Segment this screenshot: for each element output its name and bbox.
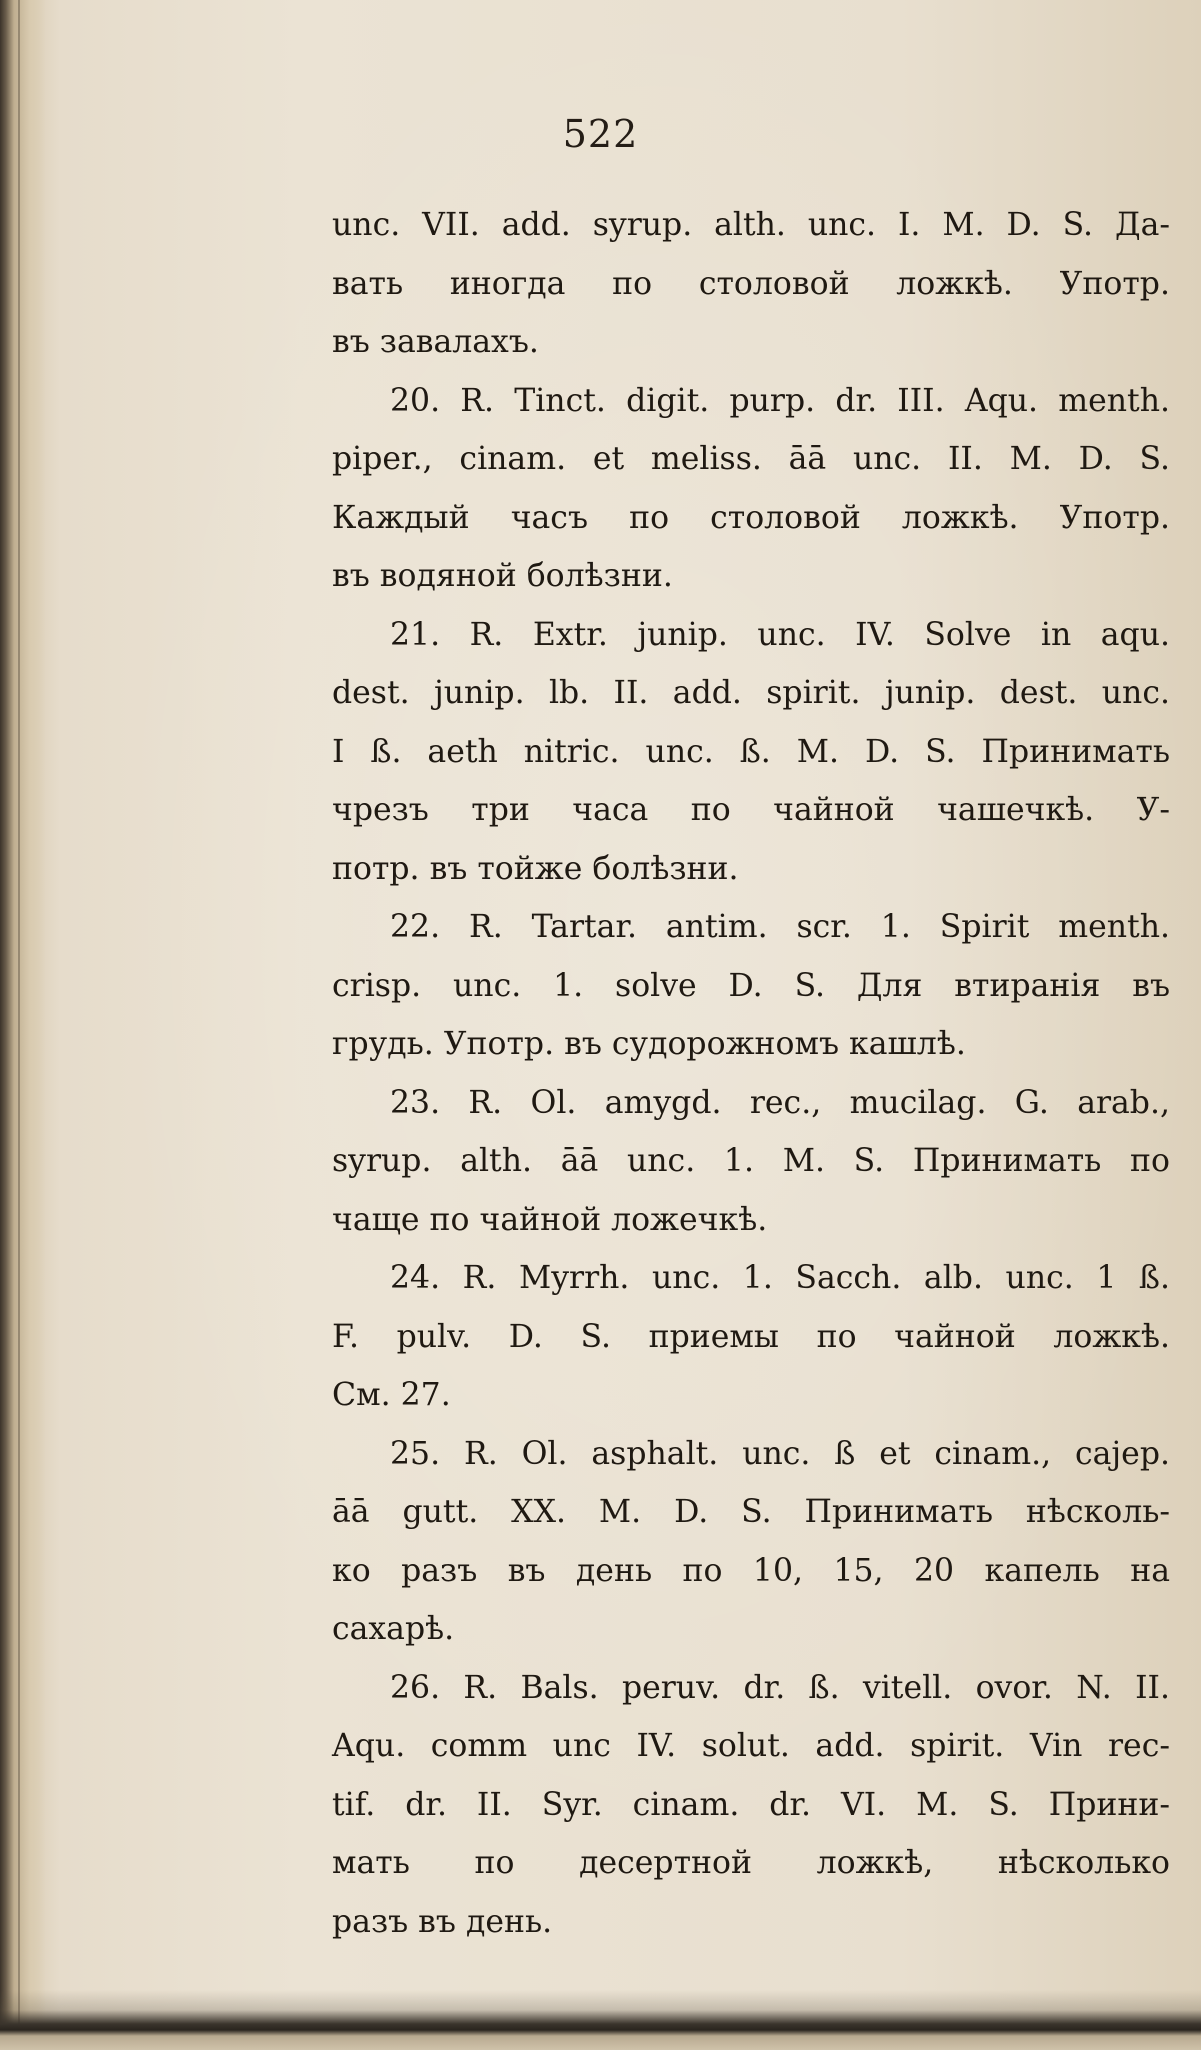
text-line: ко разъ въ день по 10, 15, 20 капель на [332,1552,1170,1589]
text-line: piper., cinam. et meliss. āā unc. II. M. D. S. [332,441,1170,477]
text-line: въ завалахъ. [332,324,539,360]
text-line: потр. въ тойже болѣзни. [332,850,739,887]
text-line: 20. R. Tinct. digit. purp. dr. III. Aqu. menth. [390,382,1170,419]
text-line: unc. VII. add. syrup. alth. unc. I. M. D. S. Да- [332,207,1170,243]
text-line: сахарѣ. [332,1611,455,1647]
text-line: Aqu. comm unc IV. solut. add. spirit. Vin rec- [332,1728,1170,1764]
text-line: dest. junip. lb. II. add. spirit. junip. dest. unc. [332,675,1170,711]
book-spine-shadow [0,0,46,2050]
text-line: 25. R. Ol. asphalt. unc. ß et cinam., cajep. [390,1435,1170,1472]
page-number: 522 [562,112,639,156]
text-line: āā gutt. XX. M. D. S. Принимать нѣсколь- [332,1494,1170,1530]
text-line: чаще по чайной ложечкѣ. [332,1201,768,1238]
text-line: I ß. aeth nitric. unc. ß. M. D. S. Принимать [332,733,1170,770]
text-line: разъ въ день. [332,1903,553,1940]
text-line: 26. R. Bals. peruv. dr. ß. vitell. ovor. N. II. [390,1669,1170,1706]
text-line: 22. R. Tartar. antim. scr. 1. Spirit menth. [390,909,1170,945]
text-line: Каждый часъ по столовой ложкѣ. Употр. [332,499,1170,536]
text-line: 24. R. Myrrh. unc. 1. Sacch. alb. unc. 1 ß. [390,1260,1170,1296]
text-line: syrup. alth. āā unc. 1. M. S. Принимать по [332,1143,1170,1179]
text-line: мать по десертной ложкѣ, нѣсколько [332,1845,1170,1881]
recipe-text-block [332,196,1170,1951]
text-line: См. 27. [332,1377,451,1413]
page-bottom-edge [0,1990,1201,2050]
text-line: crisp. unc. 1. solve D. S. Для втиранія въ [332,967,1170,1004]
text-line: tif. dr. II. Syr. cinam. dr. VI. M. S. Прини- [332,1786,1170,1823]
text-line: F. pulv. D. S. приемы по чайной ложкѣ. [332,1318,1170,1355]
text-line: грудь. Употр. въ судорожномъ кашлѣ. [332,1026,966,1062]
text-line: 23. R. Ol. amygd. rec., mucilag. G. arab., [390,1084,1170,1121]
text-line: вать иногда по столовой ложкѣ. Употр. [332,265,1170,302]
text-line: 21. R. Extr. junip. unc. IV. Solve in aqu. [390,616,1170,653]
text-line: въ водяной болѣзни. [332,558,673,594]
spine-fold-line [18,0,20,2050]
text-line: чрезъ три часа по чайной чашечкѣ. У- [332,792,1170,828]
